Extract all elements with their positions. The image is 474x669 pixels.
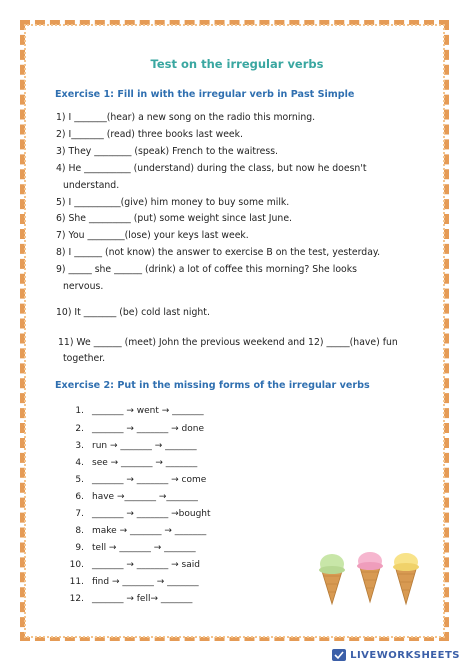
ice-cream-cones-illustration: [315, 552, 425, 610]
row-text: run → _______ → _______: [92, 441, 197, 451]
row-text: _______ → _______ →bought: [92, 509, 211, 519]
exercise1-line-continued: together.: [63, 353, 106, 364]
row-number: 7.: [75, 509, 84, 519]
exercise2-heading: Exercise 2: Put in the missing forms of the irregular verbs: [55, 380, 370, 391]
ice-cream-icon: [357, 552, 383, 602]
row-text: _______ → went → _______: [92, 406, 204, 416]
row-number: 1.: [75, 406, 84, 416]
row-text: _______ → fell→ _______: [92, 594, 193, 604]
row-number: 12.: [69, 594, 84, 604]
exercise1-line: 9) _____ she ______ (drink) a lot of coffee this morning? She looks: [56, 264, 357, 275]
row-text: _______ → _______ → said: [92, 560, 200, 570]
liveworksheets-logo-icon: [332, 649, 346, 661]
exercise1-line-continued: nervous.: [63, 281, 104, 292]
row-number: 2.: [75, 424, 84, 434]
row-number: 8.: [75, 526, 84, 536]
row-text: tell → _______ → _______: [92, 543, 196, 553]
row-number: 5.: [75, 475, 84, 485]
exercise1-line: 10) It _______ (be) cold last night.: [56, 307, 210, 318]
row-number: 6.: [75, 492, 84, 502]
exercise2-row: [68, 492, 198, 502]
footer-brand[interactable]: LIVEWORKSHEETS: [350, 650, 460, 661]
footer: [0, 641, 474, 669]
exercise1-line: 6) She _________ (put) some weight since last June.: [56, 213, 292, 224]
exercise2-row: [68, 543, 196, 553]
row-number: 9.: [75, 543, 84, 553]
exercise2-row: [68, 577, 199, 587]
exercise1-line: 1) I _______(hear) a new song on the radio this morning.: [56, 112, 316, 123]
exercise1-line: 3) They ________ (speak) French to the waitress.: [56, 146, 279, 157]
exercise2-row: [68, 475, 206, 485]
row-text: make → _______ → _______: [92, 526, 207, 536]
exercise1-line: 2) I_______ (read) three books last week.: [56, 129, 243, 140]
exercise1-line: 7) You ________(lose) your keys last week.: [56, 230, 249, 241]
worksheet-title: Test on the irregular verbs: [150, 57, 324, 71]
row-text: see → _______ → _______: [92, 458, 198, 468]
row-number: 3.: [75, 441, 84, 451]
exercise2-row: [68, 458, 197, 468]
exercise2-row: [68, 594, 192, 604]
exercise1-line: 11) We ______ (meet) John the previous weekend and 12) _____(have) fun: [58, 337, 398, 348]
row-text: _______ → _______ → done: [92, 424, 204, 434]
row-number: 4.: [75, 458, 84, 468]
exercise1-line-continued: understand.: [63, 180, 120, 191]
exercise2-row: [68, 424, 204, 434]
exercise2-row: [68, 406, 204, 416]
exercise1-heading: Exercise 1: Fill in with the irregular verb in Past Simple: [55, 89, 355, 100]
exercise1-line: 8) I ______ (not know) the answer to exercise B on the test, yesterday.: [56, 247, 381, 258]
row-text: find → _______ → _______: [92, 577, 199, 587]
exercise2-row: [68, 560, 200, 570]
row-number: 11.: [69, 577, 84, 587]
exercise1-line: 5) I __________(give) him money to buy some milk.: [56, 197, 290, 208]
exercise2-row: [68, 441, 197, 451]
exercise2-row: [68, 509, 211, 519]
exercise1-line: 4) He __________ (understand) during the class, but now he doesn't: [56, 163, 367, 174]
row-number: 10.: [69, 560, 84, 570]
ice-cream-icon: [393, 553, 419, 604]
row-text: _______ → _______ → come: [92, 475, 207, 485]
exercise2-row: [68, 526, 206, 536]
ice-cream-icon: [319, 554, 345, 604]
row-text: have →_______ →_______: [92, 492, 198, 502]
